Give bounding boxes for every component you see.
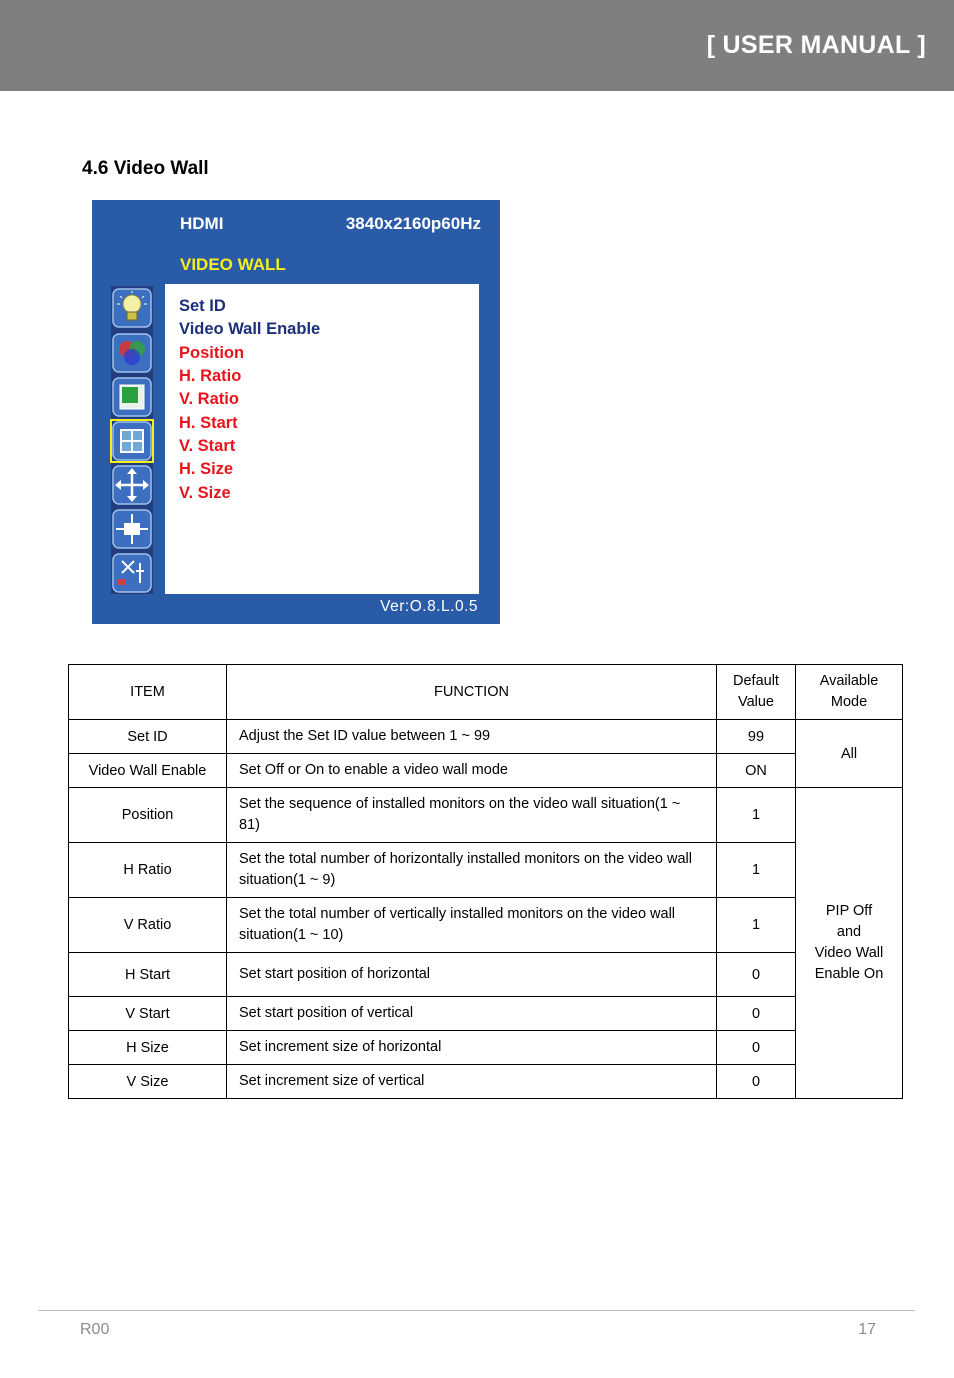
col-header-function: FUNCTION xyxy=(227,665,717,720)
table-row xyxy=(69,788,903,843)
osd-source-label: HDMI xyxy=(180,214,224,233)
cell-mode-all: All xyxy=(796,720,903,788)
table-row xyxy=(69,953,903,997)
osd-menu-title: VIDEO WALL xyxy=(180,255,286,274)
cell-mode-pip xyxy=(796,788,903,1099)
header-bar xyxy=(0,0,954,91)
bulb-icon xyxy=(112,288,152,328)
osd-item-h-ratio[interactable]: H. Ratio xyxy=(179,367,242,385)
osd-item-h-start[interactable]: H. Start xyxy=(179,414,238,432)
move-arrows-icon xyxy=(112,465,152,505)
mode-pip-line: PIP Off xyxy=(825,903,873,919)
mode-pip-line: and xyxy=(836,924,862,940)
cell-item: V Ratio xyxy=(69,898,227,953)
osd-item-v-ratio[interactable]: V. Ratio xyxy=(179,390,239,408)
osd-icon-column xyxy=(111,286,153,594)
cell-item: Set ID xyxy=(69,720,227,754)
section-heading: 4.6 Video Wall xyxy=(82,158,209,179)
video-wall-icon xyxy=(112,421,152,461)
cell-default: 0 xyxy=(717,997,796,1031)
cell-default: 0 xyxy=(717,1065,796,1099)
cell-function: Set the total number of vertically installed monitors on the video wall situation(1 ~ 10) xyxy=(227,898,717,953)
col-header-mode: Available Mode xyxy=(796,665,903,720)
picture-icon xyxy=(112,377,152,417)
cell-function: Set start position of horizontal xyxy=(227,953,717,997)
cell-function: Set start position of vertical xyxy=(227,997,717,1031)
cell-function: Adjust the Set ID value between 1 ~ 99 xyxy=(227,720,717,754)
footer-divider xyxy=(38,1310,915,1311)
table-row xyxy=(69,1065,903,1099)
osd-item-v-size[interactable]: V. Size xyxy=(179,484,231,502)
table-row xyxy=(69,997,903,1031)
table-row xyxy=(69,1031,903,1065)
audio-settings-icon xyxy=(112,553,152,593)
cell-function: Set the total number of horizontally installed monitors on the video wall situation(1 ~ 9) xyxy=(227,843,717,898)
osd-menu-panel xyxy=(165,284,479,594)
cell-item: Video Wall Enable xyxy=(69,754,227,788)
cell-item: H Ratio xyxy=(69,843,227,898)
mode-pip-line: Enable On xyxy=(814,966,884,982)
color-circles-icon xyxy=(112,333,152,373)
cell-item: V Start xyxy=(69,997,227,1031)
cell-item: V Size xyxy=(69,1065,227,1099)
osd-item-v-start[interactable]: V. Start xyxy=(179,437,236,455)
footer-page-number: 17 xyxy=(858,1321,876,1338)
col-header-item: ITEM xyxy=(69,665,227,720)
cell-default: 0 xyxy=(717,1031,796,1065)
osd-resolution-label: 3840x2160p60Hz xyxy=(345,214,481,233)
position-arrows-icon xyxy=(112,509,152,549)
col-header-default: Default Value xyxy=(717,665,796,720)
osd-screenshot xyxy=(92,200,500,624)
table-row xyxy=(69,720,903,754)
osd-item-set-id[interactable]: Set ID xyxy=(179,297,226,315)
table-row xyxy=(69,754,903,788)
cell-function: Set the sequence of installed monitors on the video wall situation(1 ~ 81) xyxy=(227,788,717,843)
table-header-row xyxy=(69,665,903,720)
video-wall-function-table xyxy=(68,664,903,1099)
osd-item-h-size[interactable]: H. Size xyxy=(179,460,234,478)
manual-title: [ USER MANUAL ] xyxy=(706,31,926,59)
cell-item: Position xyxy=(69,788,227,843)
osd-version-label: Ver:O.8.L.0.5 xyxy=(380,598,478,615)
cell-default: 99 xyxy=(717,720,796,754)
osd-item-video-wall-enable[interactable]: Video Wall Enable xyxy=(179,320,321,338)
cell-default: 1 xyxy=(717,843,796,898)
cell-default: 1 xyxy=(717,788,796,843)
footer-revision: R00 xyxy=(80,1321,110,1338)
cell-function: Set Off or On to enable a video wall mode xyxy=(227,754,717,788)
cell-item: H Size xyxy=(69,1031,227,1065)
cell-item: H Start xyxy=(69,953,227,997)
cell-default: 0 xyxy=(717,953,796,997)
cell-function: Set increment size of horizontal xyxy=(227,1031,717,1065)
osd-item-position[interactable]: Position xyxy=(179,344,245,362)
mode-pip-line: Video Wall xyxy=(814,945,884,961)
cell-default: 1 xyxy=(717,898,796,953)
cell-function: Set increment size of vertical xyxy=(227,1065,717,1099)
table-row xyxy=(69,843,903,898)
cell-default: ON xyxy=(717,754,796,788)
table-row xyxy=(69,898,903,953)
